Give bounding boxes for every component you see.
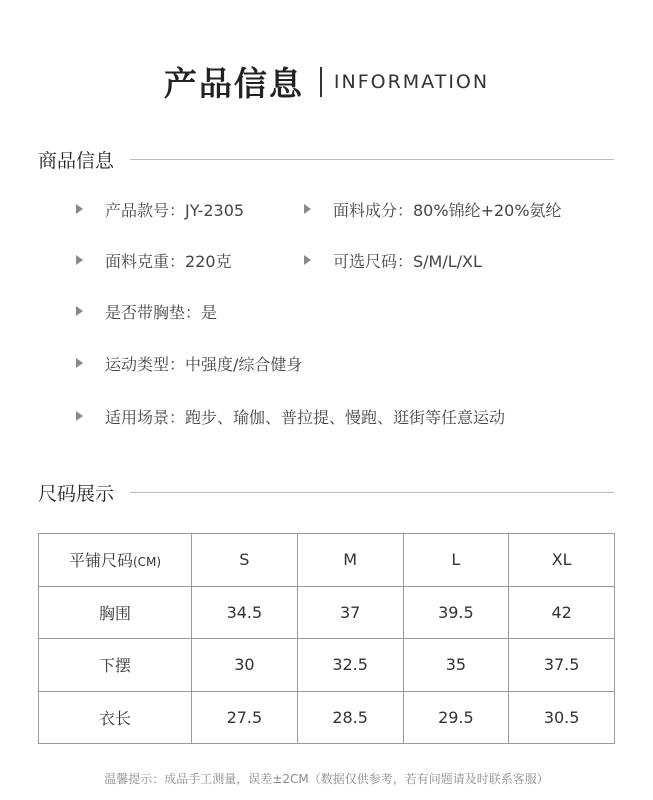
triangle-bullet-icon [76,255,83,265]
table-cell: 35 [403,639,509,692]
page-title-english: INFORMATION [333,70,490,93]
header-label: 平铺尺码 [68,551,133,571]
size-header-cell: XL [509,534,615,587]
info-row [0,348,653,378]
info-row [0,401,653,431]
info-item-sizes [304,245,482,275]
product-info-heading [38,145,614,173]
info-text: 适用场景：跑步、瑜伽、普拉提、慢跑、逛街等任意运动 [105,407,506,427]
info-item-chest-pad [76,296,217,326]
info-item-fabric-weight [76,245,232,275]
page-header [0,58,653,105]
triangle-bullet-icon [76,358,83,368]
row-label-cell: 胸围 [39,586,192,639]
info-text: 面料克重：220克 [105,251,232,271]
size-table [38,533,615,744]
table-row [39,691,615,744]
table-row [39,639,615,692]
product-info-label: 商品信息 [38,149,115,172]
size-header-cell: L [403,534,509,587]
info-item-sport-type [76,348,302,378]
info-text: 可选尺码：S/M/L/XL [333,251,482,271]
triangle-bullet-icon [76,411,83,421]
header-unit: (CM) [132,555,162,570]
size-chart-label: 尺码展示 [38,482,115,505]
table-cell: 42 [509,586,615,639]
info-row [0,245,653,275]
table-row [39,586,615,639]
triangle-bullet-icon [76,306,83,316]
section-rule [130,492,614,493]
info-row [0,296,653,326]
info-item-scenarios [76,401,505,431]
table-cell: 29.5 [403,691,509,744]
triangle-bullet-icon [304,255,311,265]
triangle-bullet-icon [304,204,311,214]
table-cell: 39.5 [403,586,509,639]
row-label-cell: 衣长 [39,691,192,744]
size-header-cell: M [297,534,403,587]
table-header-row [39,534,615,587]
table-header-cell [39,534,192,587]
info-text: 面料成分：80%锦纶+20%氨纶 [333,200,562,220]
info-text: 是否带胸垫：是 [105,302,218,322]
info-item-style-number [76,194,244,224]
size-header-cell: S [192,534,298,587]
row-label-cell: 下摆 [39,639,192,692]
info-text: 产品款号：JY-2305 [105,200,245,220]
table-cell: 32.5 [297,639,403,692]
info-row [0,194,653,224]
info-text: 运动类型：中强度/综合健身 [105,354,303,374]
table-cell: 37 [297,586,403,639]
table-cell: 34.5 [192,586,298,639]
title-divider [320,67,322,97]
table-cell: 30.5 [509,691,615,744]
page-title: 产品信息 [163,64,304,103]
info-item-fabric-composition [304,194,562,224]
table-cell: 30 [192,639,298,692]
section-rule [130,159,614,160]
size-chart-heading [38,478,614,506]
table-cell: 37.5 [509,639,615,692]
table-cell: 28.5 [297,691,403,744]
triangle-bullet-icon [76,204,83,214]
table-cell: 27.5 [192,691,298,744]
measurement-note: 温馨提示：成品手工测量，误差±2CM（数据仅供参考，若有问题请及时联系客服） [104,772,549,786]
